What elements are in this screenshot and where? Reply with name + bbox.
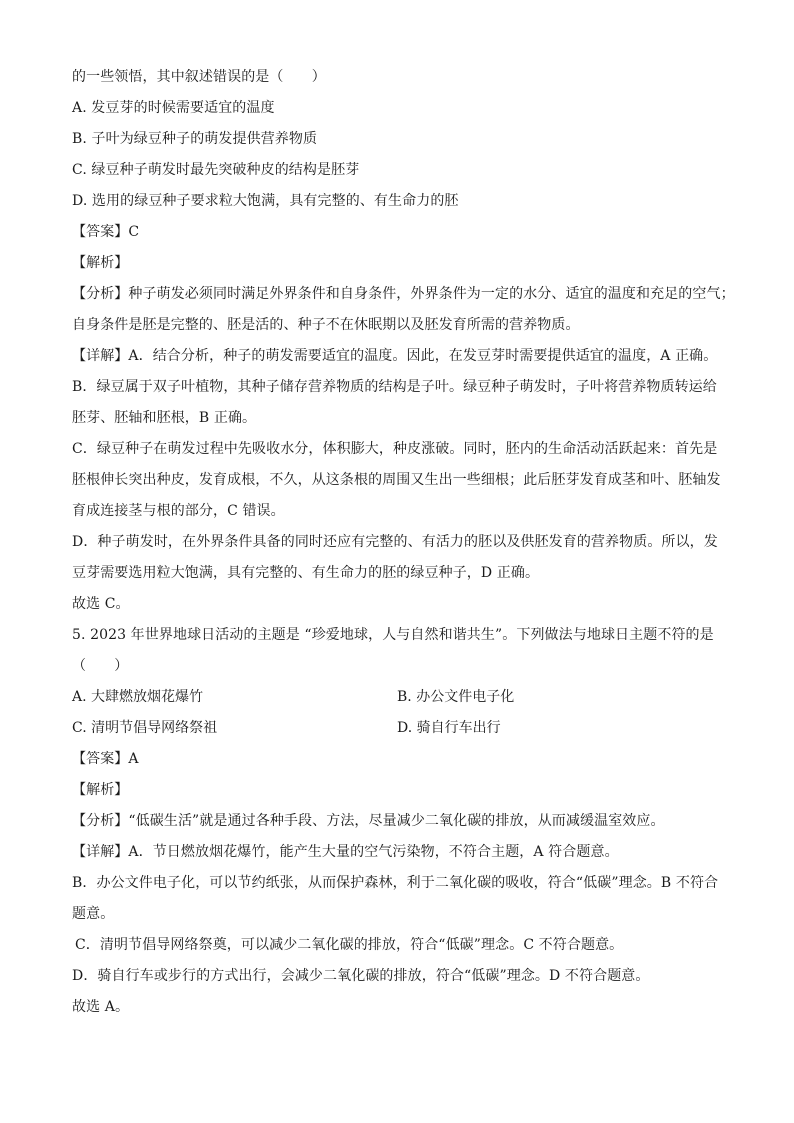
question-5-analysis-line: 【详解】A．节日燃放烟花爆竹，能产生大量的空气污染物，不符合主题，A 符合题意。 [72,844,619,860]
question-5-options-row-1 [72,682,732,713]
question-4-analysis-line: 胚根伸长突出种皮，发育成根，不久，从这条根的周围又生出一些细根；此后胚芽发育成茎和叶、胚轴发 [72,472,721,488]
question-5-analysis-line: B．办公文件电子化，可以节约纸张，从而保护森林，利于二氧化碳的吸收，符合“低碳”理念。B 不符合 [72,875,719,891]
question-4-analysis-line: D．种子萌发时，在外界条件具备的同时还应有完整的、有活力的胚以及供胚发育的营养物质。所以，发 [72,534,718,550]
question-4-option-c: C. 绿豆种子萌发时最先突破种皮的结构是胚芽 [72,162,360,178]
question-4-analysis-line: B．绿豆属于双子叶植物，其种子储存营养物质的结构是子叶。绿豆种子萌发时，子叶将营养物质转运给 [72,379,717,395]
question-5-option-c: C. 清明节倡导网络祭祖 [72,720,218,736]
question-4-analysis-line: 育成连接茎与根的部分，C 错误。 [72,503,285,519]
question-5-conclusion: 故选 A。 [72,999,130,1015]
question-4-stem-tail: 的一些领悟，其中叙述错误的是（ ） [72,69,326,85]
question-5-analysis-line: 题意。 [72,906,115,922]
question-4-answer: 【答案】C [72,224,140,240]
question-4-option-a: A. 发豆芽的时候需要适宜的温度 [72,100,275,116]
question-5-analysis-line: C．清明节倡导网络祭奠，可以减少二氧化碳的排放，符合“低碳”理念。C 不符合题意。 [75,937,624,953]
question-4-option-d: D. 选用的绿豆种子要求粒大饱满，具有完整的、有生命力的胚 [72,193,459,209]
question-4-analysis-line: 【分析】种子萌发必须同时满足外界条件和自身条件，外界条件为一定的水分、适宜的温度和充足的空气； [72,286,735,302]
question-5-analysis-label: 【解析】 [72,782,129,798]
question-4-analysis-line: 自身条件是胚是完整的、胚是活的、种子不在休眠期以及胚发育所需的营养物质。 [72,317,580,333]
question-5-answer: 【答案】A [72,751,139,767]
question-5-option-a: A. 大肆燃放烟花爆竹 [72,689,204,705]
question-5-stem: 5. 2023 年世界地球日活动的主题是 “珍爱地球，人与自然和谐共生”。下列做法与地球日主题不符的是 [72,627,714,643]
question-5-option-b: B. 办公文件电子化 [397,689,515,705]
question-4-analysis-line: 【详解】A．结合分析，种子的萌发需要适宜的温度。因此，在发豆芽时需要提供适宜的温度，A 正确。 [72,348,718,364]
question-4-analysis-line: C．绿豆种子在萌发过程中先吸收水分，体积膨大，种皮涨破。同时，胚内的生命活动活跃起来：首先是 [72,441,718,457]
page-content [72,62,735,1023]
question-4-analysis-line: 胚芽、胚轴和胚根，B 正确。 [72,410,257,426]
question-4-analysis-label: 【解析】 [72,255,129,271]
question-5-analysis-line: D．骑自行车或步行的方式出行，会减少二氧化碳的排放，符合“低碳”理念。D 不符合题意。 [72,968,650,984]
question-4-analysis-line: 豆芽需要选用粒大饱满，具有完整的、有生命力的胚的绿豆种子，D 正确。 [72,565,540,581]
question-5-stem-brackets: （ ） [72,658,129,674]
question-5-option-d: D. 骑自行车出行 [397,720,501,736]
question-4-option-b: B. 子叶为绿豆种子的萌发提供营养物质 [72,131,318,147]
question-4-conclusion: 故选 C。 [72,596,130,612]
question-5-analysis-line: 【分析】“低碳生活”就是通过各种手段、方法，尽量减少二氧化碳的排放，从而减缓温室效应。 [72,813,665,829]
question-5-options-row-2 [72,713,732,744]
